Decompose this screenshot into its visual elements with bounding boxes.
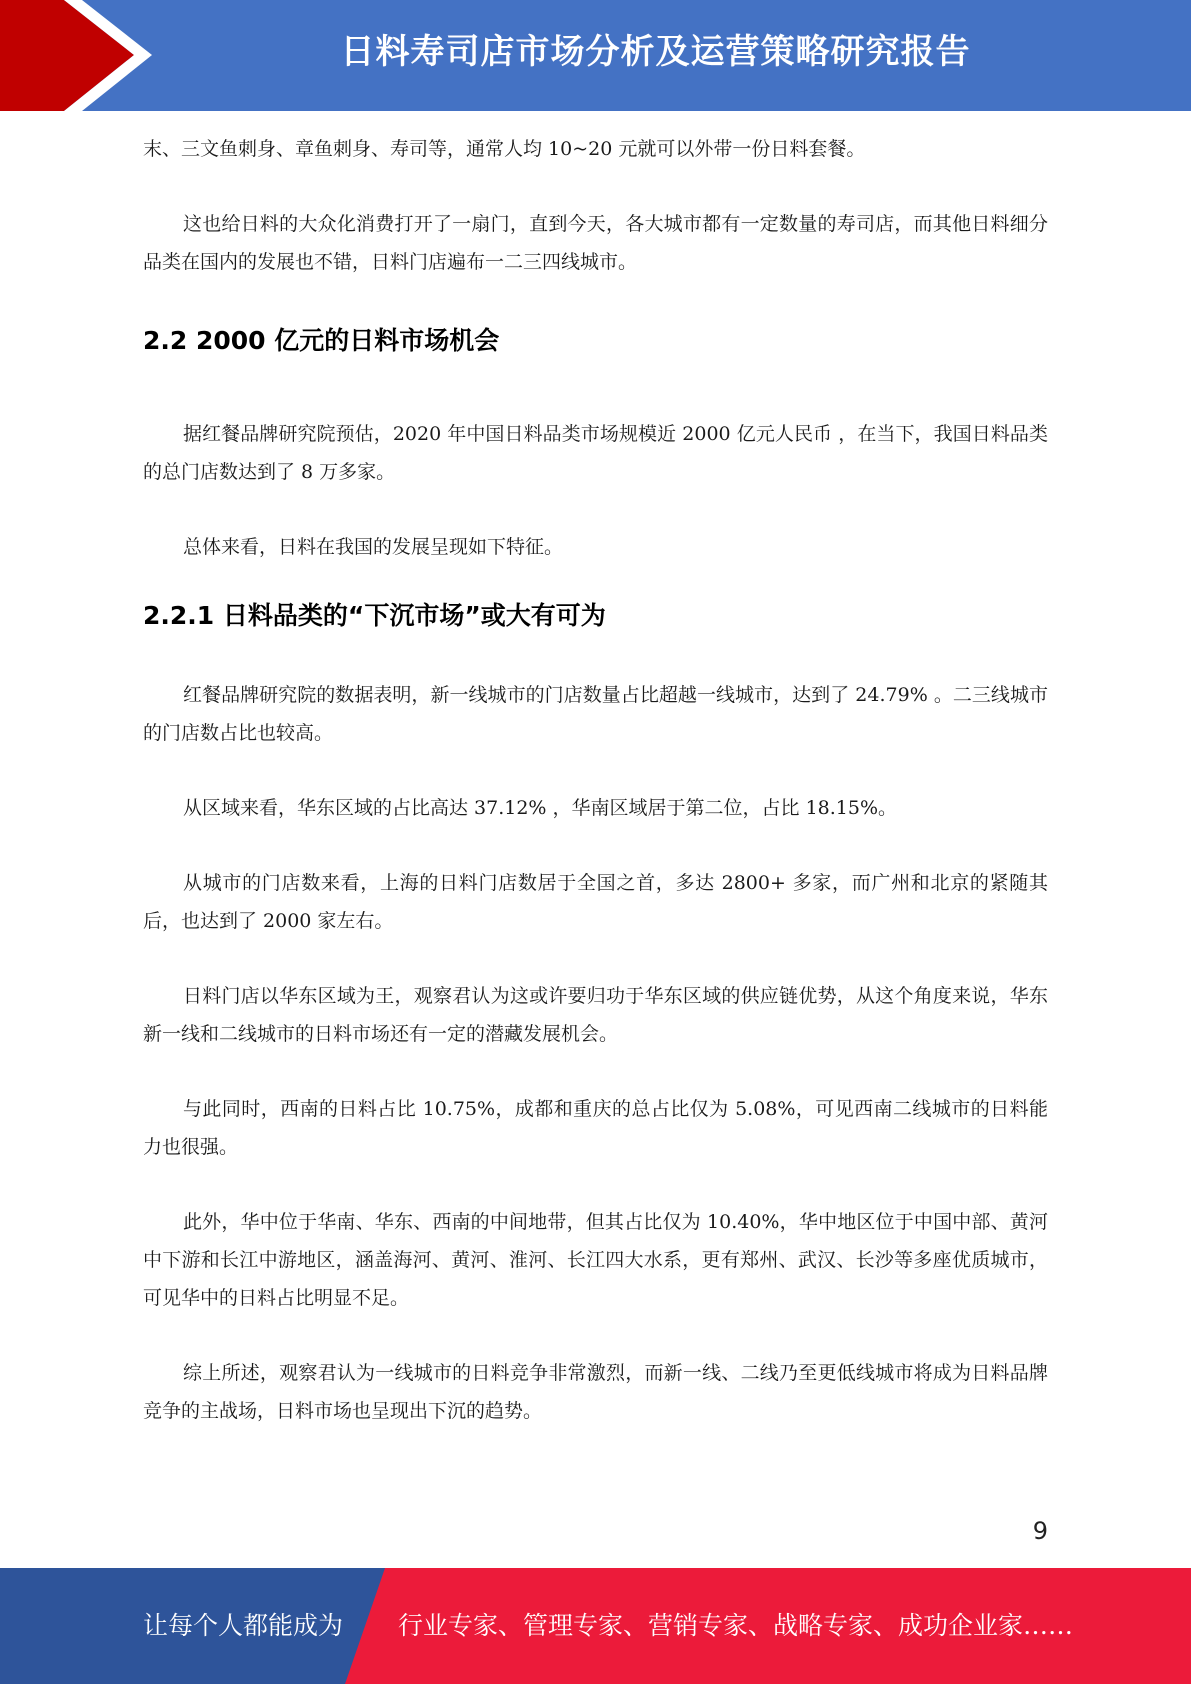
report-title: 日料寿司店市场分析及运营策略研究报告 [340,32,971,72]
paragraph: 从区域来看，华东区域的占比高达 37.12% ，华南区域居于第二位，占比 18.15%。 [183,797,898,819]
section-heading-2-2: 2.2 2000 亿元的日料市场机会 [143,326,500,355]
page-header [0,0,1191,111]
paragraph: 从城市的门店数来看，上海的日料门店数居于全国之首，多达 2800+ 多家，而广州和北京的紧随其后，也达到了 2000 家左右。 [143,872,1048,932]
footer-slogan-right: 行业专家、管理专家、营销专家、战略专家、成功企业家…… [398,1611,1074,1640]
paragraph: 日料门店以华东区域为王，观察君认为这或许要归功于华东区域的供应链优势，从这个角度来说，华东新一线和二线城市的日料市场还有一定的潜藏发展机会。 [143,985,1048,1045]
paragraph: 综上所述，观察君认为一线城市的日料竞争非常激烈，而新一线、二线乃至更低线城市将成为日料品牌竞争的主战场，日料市场也呈现出下沉的趋势。 [143,1362,1048,1422]
paragraph: 据红餐品牌研究院预估，2020 年中国日料品类市场规模近 2000 亿元人民币 ，在当下，我国日料品类的总门店数达到了 8 万多家。 [143,423,1048,483]
paragraph: 与此同时，西南的日料占比 10.75%，成都和重庆的总占比仅为 5.08%，可见西南二线城市的日料能力也很强。 [143,1098,1048,1158]
paragraph: 这也给日料的大众化消费打开了一扇门，直到今天，各大城市都有一定数量的寿司店，而其他日料细分品类在国内的发展也不错，日料门店遍布一二三四线城市。 [143,213,1048,273]
header-red-arrow [0,0,134,111]
page-footer [0,1568,1191,1684]
footer-slogan-left: 让每个人都能成为 [143,1611,344,1640]
section-heading-2-2-1: 2.2.1 日料品类的“下沉市场”或大有可为 [143,601,606,630]
page-number: 9 [1032,1517,1048,1545]
paragraph: 末、三文鱼刺身、章鱼刺身、寿司等，通常人均 10~20 元就可以外带一份日料套餐。 [143,138,866,160]
paragraph: 总体来看，日料在我国的发展呈现如下特征。 [183,536,564,558]
page-body [143,130,1048,1430]
paragraph: 此外，华中位于华南、华东、西南的中间地带，但其占比仅为 10.40%，华中地区位于中国中部、黄河中下游和长江中游地区，涵盖海河、黄河、淮河、长江四大水系，更有郑州、武汉、长沙等多座优质城市，可见华中的日料占比明显不足。 [143,1211,1048,1309]
paragraph: 红餐品牌研究院的数据表明，新一线城市的门店数量占比超越一线城市，达到了 24.79% 。二三线城市的门店数占比也较高。 [143,684,1048,744]
